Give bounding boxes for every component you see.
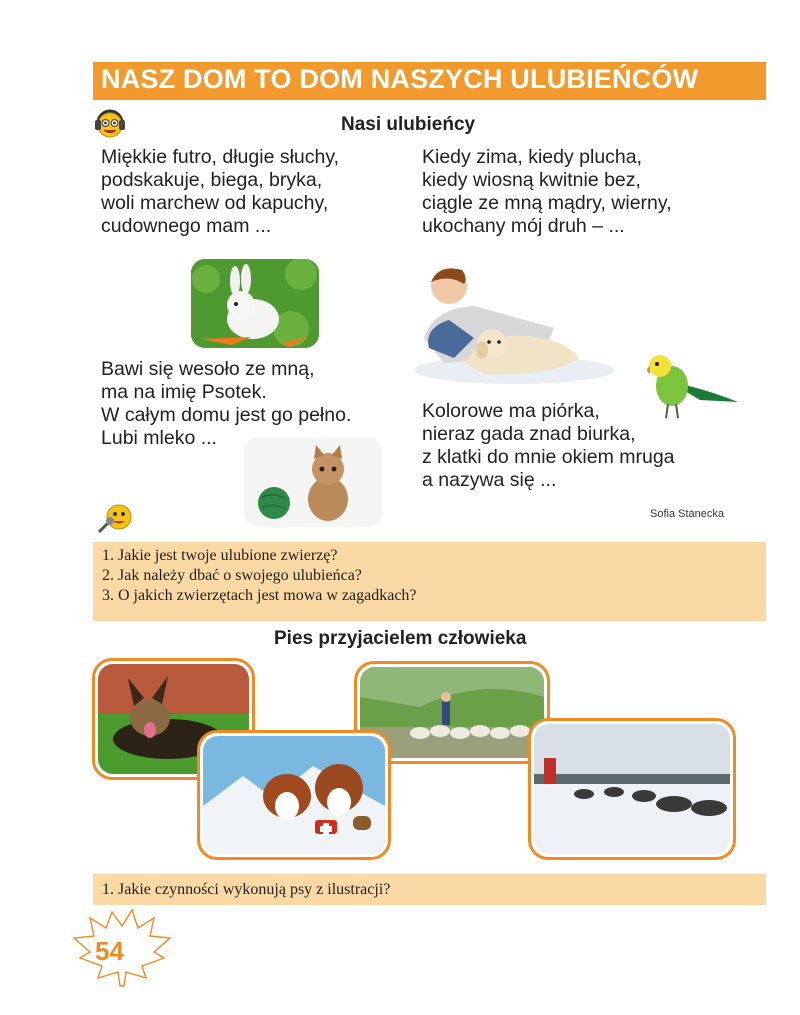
page-title: NASZ DOM TO DOM NASZYCH ULUBIEŃCÓW [101, 64, 699, 94]
questions-box-2 [93, 874, 766, 905]
saint-bernard-photo [197, 730, 391, 860]
question-item: 1. Jakie jest twoje ulubione zwierzę? [102, 547, 338, 564]
stanza-1: Miękkie futro, długie słuchy, podskakuje, biega, bryka, woli marchew od kapuchy, cudownego mam ... [101, 146, 340, 237]
questions-box [93, 542, 766, 621]
sled-dogs-photo [528, 718, 736, 860]
page-number: 54 [95, 936, 124, 966]
headphones-smiley-icon [93, 106, 127, 140]
rabbit-photo [191, 259, 319, 348]
poem-author: Sofia Stanecka [650, 508, 724, 520]
kitten-photo [244, 437, 382, 527]
stanza-3: Bawi się wesoło ze mną, ma na imię Psotek. W całym domu jest go pełno. Lubi mleko ... [101, 358, 352, 449]
stanza-4: Kolorowe ma piórka, nieraz gada znad biurka, z klatki do mnie okiem mruga a nazywa się ... [422, 400, 675, 491]
microphone-smiley-icon [95, 502, 135, 534]
question-item: 2. Jak należy dbać o swojego ulubieńca? [102, 567, 362, 584]
section-title: Pies przyjacielem człowieka [274, 628, 527, 649]
poem-title: Nasi ulubieńcy [341, 114, 476, 135]
question-item: 3. O jakich zwierzętach jest mowa w zagadkach? [102, 587, 417, 604]
question-item: 1. Jakie czynności wykonują psy z ilustracji? [102, 881, 391, 898]
stanza-2: Kiedy zima, kiedy plucha, kiedy wiosną kwitnie bez, ciągle ze mną mądry, wierny, ukochany mój druh – ... [422, 146, 672, 237]
boy-with-dog-photo [404, 258, 616, 386]
